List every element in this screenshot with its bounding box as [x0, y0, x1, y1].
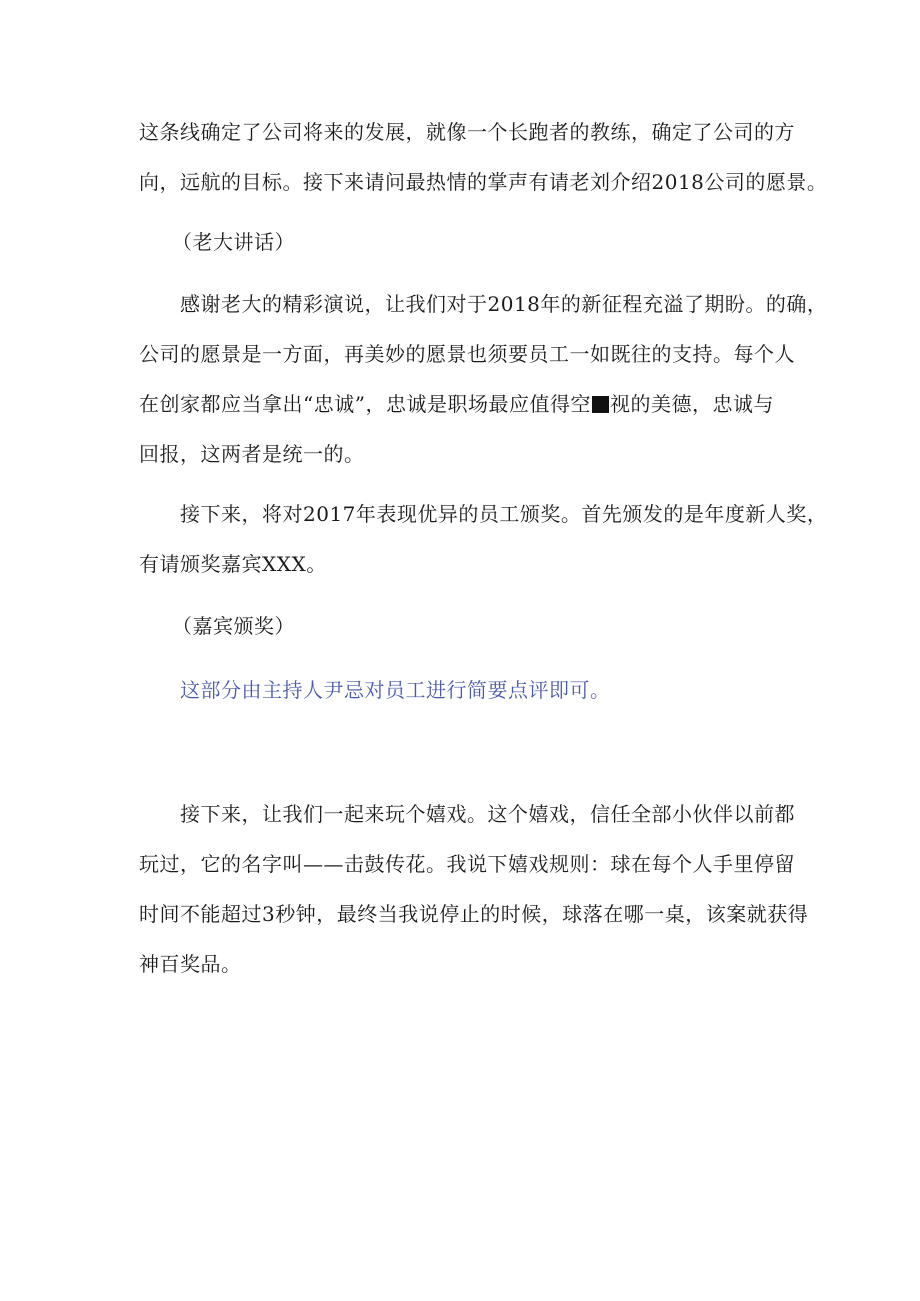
paragraph-7-line-1: 接下来，让我们一起来玩个嬉戏。这个嬉戏，信任全部小伙伴以前都 [180, 802, 795, 826]
host-note: 这部分由主持人尹忌对员工进行简要点评即可。 [180, 678, 611, 702]
paragraph-3-line-3 [139, 390, 774, 418]
paragraph-7-line-3: 时间不能超过3秒钟，最终当我说停止的时候，球落在哪一桌，该案就获得 [139, 902, 809, 926]
paragraph-7-line-2: 玩过，它的名字叫——击鼓传花。我说下嬉戏规则：球在每个人手里停留 [139, 852, 795, 876]
paragraph-3-line-2: 公司的愿景是一方面，再美妙的愿景也须要员工一如既往的支持。每个人 [139, 342, 795, 366]
paragraph-3-line-1: 感谢老大的精彩演说，让我们对于2018年的新征程充溢了期盼。的确， [180, 292, 828, 316]
paragraph-3-line-3-part-a: 在创家都应当拿出“忠诚”，忠诚是职场最应值得空 [139, 392, 591, 416]
paragraph-3-line-4: 回报，这两者是统一的。 [139, 442, 365, 466]
paragraph-4-line-1: 接下来，将对2017年表现优异的员工颁奖。首先颁发的是年度新人奖， [180, 502, 828, 526]
speech-marker-guest: （嘉宾颁奖） [172, 614, 295, 638]
paragraph-7-line-4: 神百奖品。 [139, 952, 242, 976]
paragraph-4-line-2: 有请颁奖嘉宾XXX。 [139, 552, 327, 576]
paragraph-1-line-2: 向，远航的目标。接下来请问最热情的掌声有请老刘介绍2018公司的愿景。 [139, 170, 828, 194]
paragraph-1-line-1: 这条线确定了公司将来的发展，就像一个长跑者的教练，确定了公司的方 [139, 120, 795, 144]
speech-marker-boss: （老大讲话） [172, 230, 295, 254]
redaction-mark [592, 396, 609, 413]
paragraph-3-line-3-part-b: 视的美德，忠诚与 [609, 392, 774, 416]
